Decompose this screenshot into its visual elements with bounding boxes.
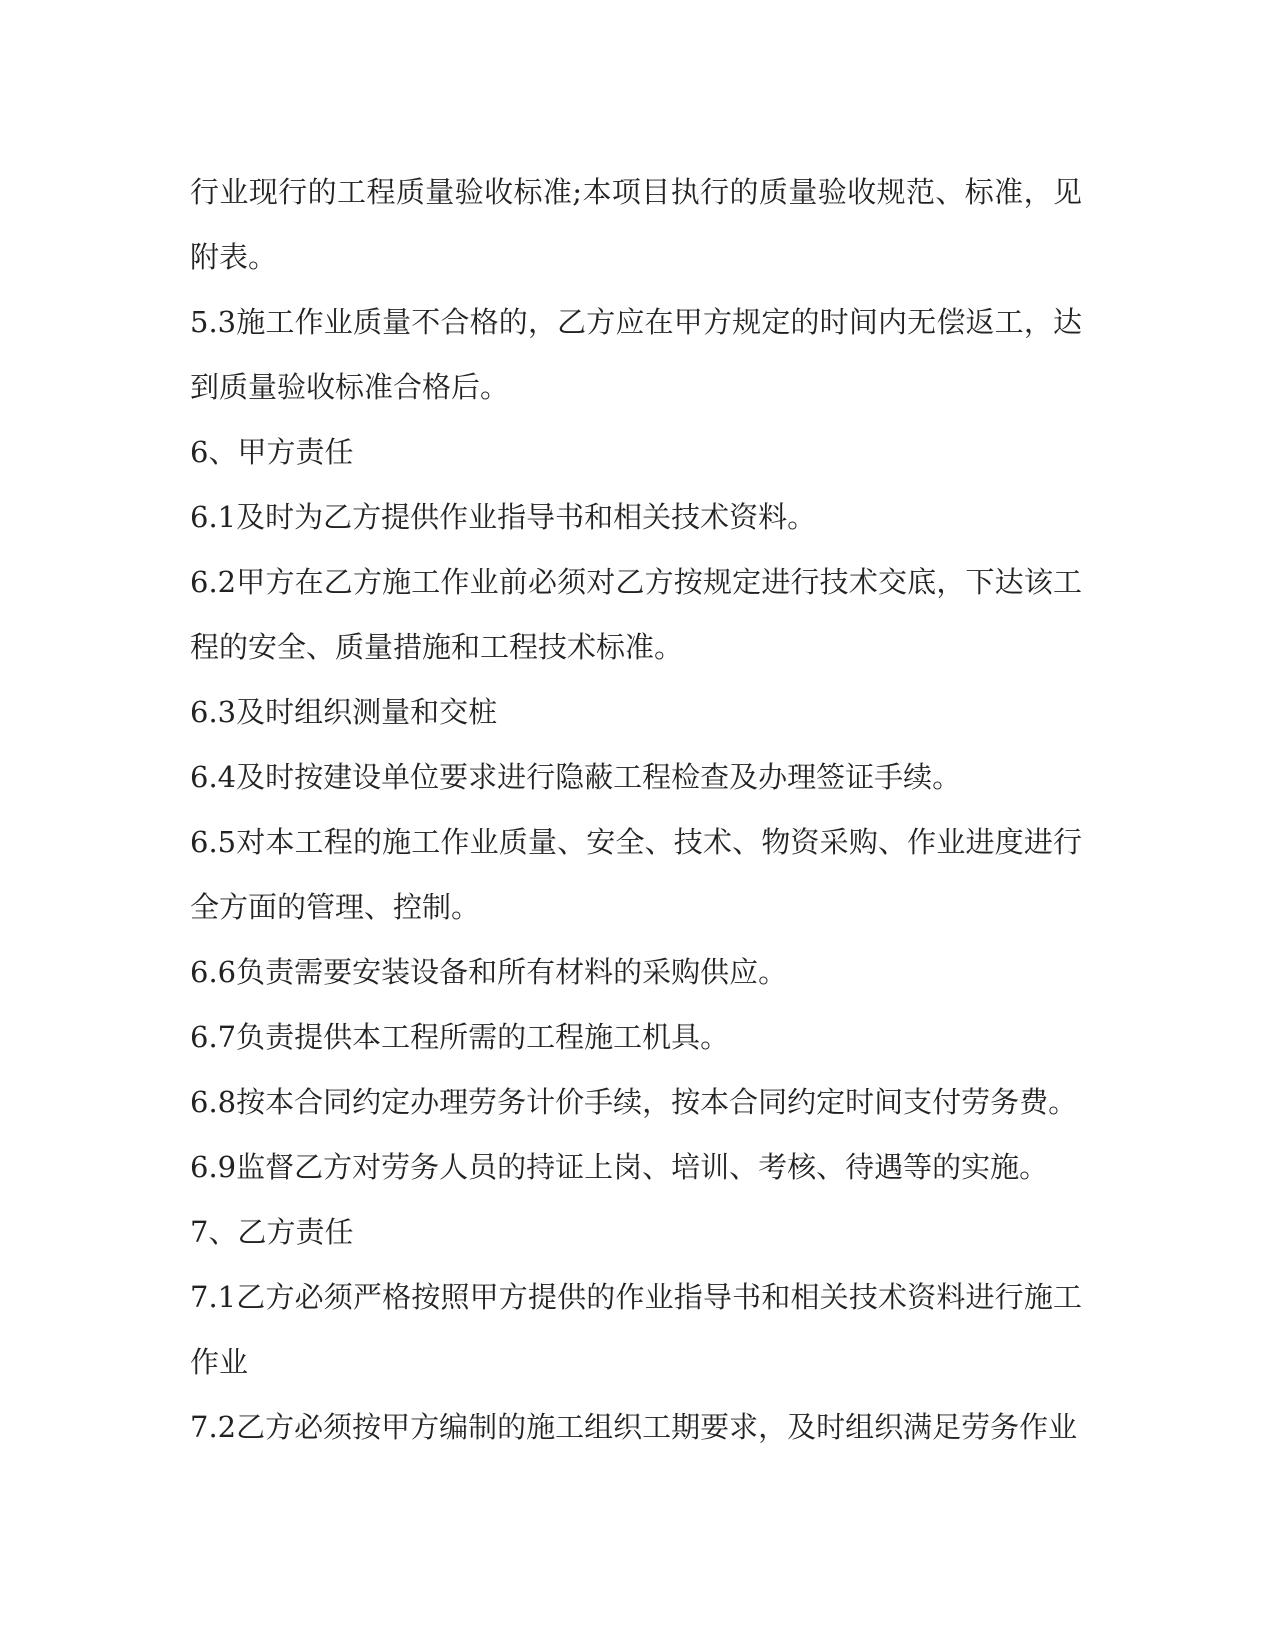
document-body [190,160,1082,1460]
section-heading-6: 6、甲方责任 [190,435,354,469]
paragraph-6-5: 6.5对本工程的施工作业质量、安全、技术、物资采购、作业进度进行全方面的管理、控制。 [190,825,1082,924]
paragraph-7-2: 7.2乙方必须按甲方编制的施工组织工期要求，及时组织满足劳务作业 [190,1410,1078,1444]
paragraph-6-7: 6.7负责提供本工程所需的工程施工机具。 [190,1020,730,1054]
paragraph-5-3: 5.3施工作业质量不合格的，乙方应在甲方规定的时间内无偿返工，达到质量验收标准合格后。 [190,305,1082,404]
paragraph-7-1: 7.1乙方必须严格按照甲方提供的作业指导书和相关技术资料进行施工作业 [190,1280,1082,1379]
section-heading-7: 7、乙方责任 [190,1215,354,1249]
paragraph-6-1: 6.1及时为乙方提供作业指导书和相关技术资料。 [190,500,817,534]
paragraph-6-4: 6.4及时按建设单位要求进行隐蔽工程检查及办理签证手续。 [190,760,962,794]
paragraph-6-9: 6.9监督乙方对劳务人员的持证上岗、培训、考核、待遇等的实施。 [190,1150,1049,1184]
paragraph-6-2: 6.2甲方在乙方施工作业前必须对乙方按规定进行技术交底，下达该工程的安全、质量措施和工程技术标准。 [190,565,1082,664]
paragraph-6-3: 6.3及时组织测量和交桩 [190,695,498,729]
paragraph-6-6: 6.6负责需要安装设备和所有材料的采购供应。 [190,955,788,989]
paragraph-acceptance-standard: 行业现行的工程质量验收标准;本项目执行的质量验收规范、标准，见附表。 [190,175,1082,274]
paragraph-6-8: 6.8按本合同约定办理劳务计价手续，按本合同约定时间支付劳务费。 [190,1085,1078,1119]
